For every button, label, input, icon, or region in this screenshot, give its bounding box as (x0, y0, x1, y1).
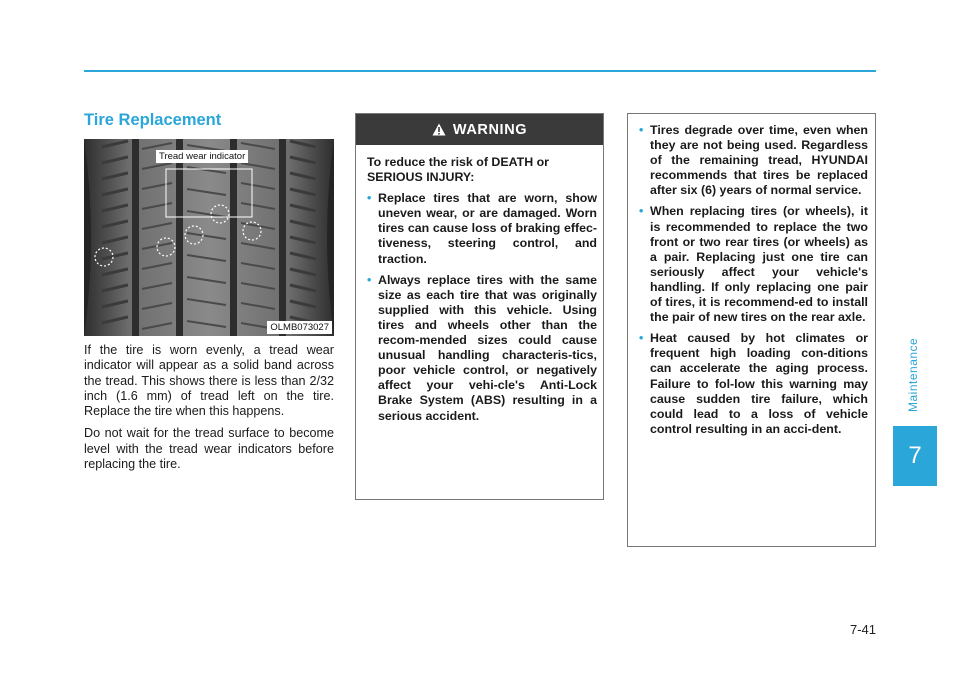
warning-bullet (639, 331, 868, 437)
figure-code: OLMB073027 (267, 321, 332, 334)
warning-bullet-text: When replacing tires (or wheels), it is recommended to replace the two front or two rear tires (or wheels) as a pair. Replacing just one tire can seriously affect your vehicle's handling. If only replacing one pair of tires, it is recommend-ed to install the pair of new tires on the rear axle. (650, 204, 868, 325)
section-side-label-text: Maintenance (906, 337, 920, 413)
bullet-icon: • (367, 191, 372, 206)
warning-bullet (367, 273, 597, 424)
tire-tread-figure (84, 139, 334, 336)
bullet-icon: • (639, 123, 644, 137)
body-paragraph: If the tire is worn evenly, a tread wear indicator will appear as a solid band across the tread. This shows there is less than 2/32 inch (1.6 mm) of tread left on the tire. Replace the tire when this happens. (84, 343, 334, 419)
tire-tread-illustration (84, 139, 334, 336)
warning-bullet-text: Always replace tires with the same size as each tire that was originally supplied with this vehicle. Using tires and wheels other than the recom-mended sizes could cause unusual handling characteris-tics, poor vehicle control, or negatively affect your vehi-cle's Anti-Lock Brake System (ABS) resulting in a serious accident. (378, 272, 597, 423)
section-side-label (905, 330, 921, 420)
warning-header (356, 114, 603, 145)
body-text (84, 343, 334, 479)
warning-continued-list (639, 123, 868, 437)
warning-bullet-text: Replace tires that are worn, show uneven wear, or are damaged. Worn tires can cause loss of braking effec-tiveness, steering control, and traction. (378, 191, 597, 266)
bullet-icon: • (367, 272, 372, 287)
header-rule (84, 70, 876, 72)
warning-triangle-icon (432, 123, 446, 136)
warning-bullet (639, 204, 868, 325)
tread-wear-indicator-label: Tread wear indicator (156, 150, 248, 163)
bullet-icon: • (639, 331, 644, 346)
warning-body (356, 145, 603, 424)
page-number: 7-41 (849, 622, 876, 637)
body-paragraph: Do not wait for the tread surface to become level with the tread wear indicators before replacing the tire. (84, 426, 334, 472)
warning-bullet-text: Tires degrade over time, even when they are not being used. Regardless of the remaining tread, HYUNDAI recommends that tires be replaced after six (6) years of normal service. (650, 123, 868, 198)
section-title: Tire Replacement (84, 111, 222, 129)
warning-heading: WARNING (452, 121, 528, 138)
warning-bullet-list (367, 191, 597, 423)
warning-bullet (367, 191, 597, 266)
warning-lead: To reduce the risk of DEATH or SERIOUS INJURY: (367, 155, 549, 185)
bullet-icon: • (639, 204, 644, 219)
chapter-tab[interactable]: 7 (893, 426, 937, 486)
warning-bullet-text: Heat caused by hot climates or frequent high loading con-ditions can accelerate the aging process. Failure to fol-low this warning may cause sudden tire failure, which could lead to a loss of vehicle control resulting in an acci-dent. (650, 331, 868, 436)
warning-continued-box (627, 113, 876, 547)
warning-bullet (639, 123, 868, 198)
warning-box (355, 113, 604, 500)
